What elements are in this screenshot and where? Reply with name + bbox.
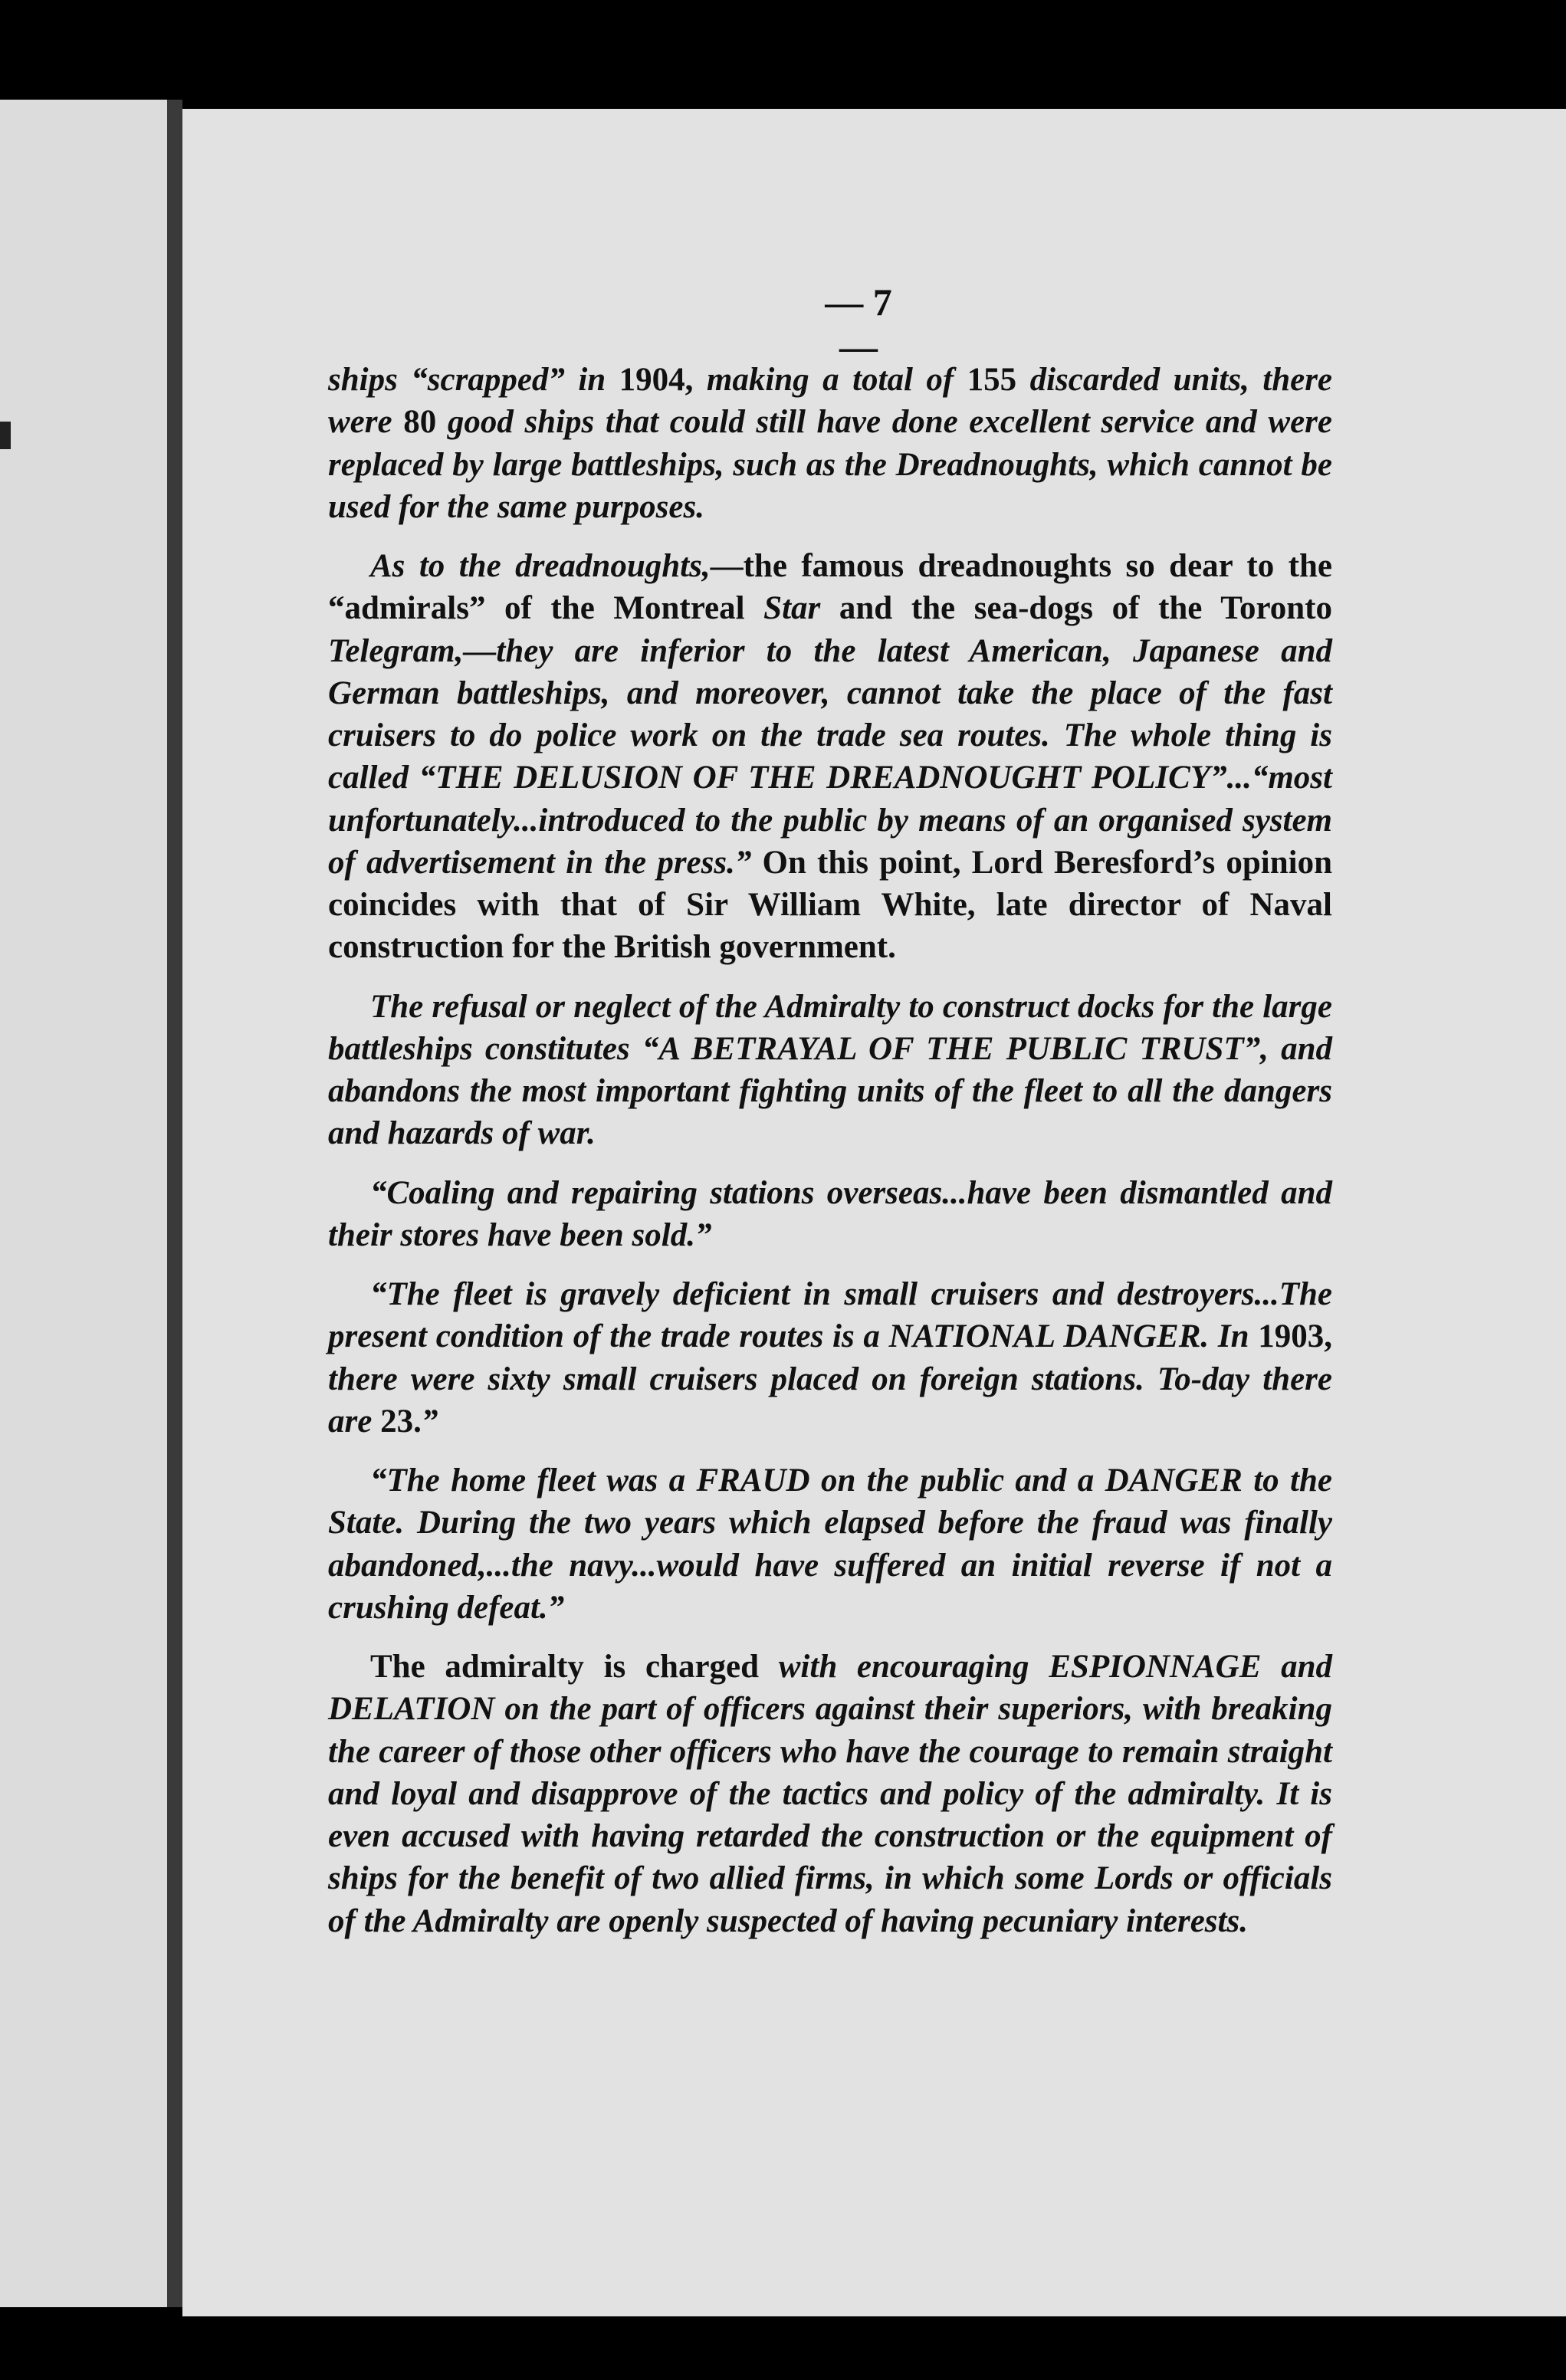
roman-run: The admiralty is charged bbox=[370, 1649, 779, 1685]
italic-run: ” bbox=[421, 1403, 438, 1439]
roman-run: On this point, Lord Beresford’s opinion coincides with that of Sir William White, late director of Naval construction for the British government. bbox=[328, 844, 1332, 966]
italic-run: making a total of bbox=[706, 362, 967, 398]
roman-run: and the sea-dogs of the Toronto bbox=[820, 590, 1332, 627]
paragraph bbox=[328, 1273, 1332, 1443]
roman-run: 1903, bbox=[1258, 1318, 1332, 1355]
roman-run: —the famous dreadnoughts so dear to the “admirals” of the Montreal bbox=[328, 548, 1332, 627]
page-number: — 7 — bbox=[825, 281, 892, 368]
body-text bbox=[328, 359, 1332, 1959]
binding-shadow bbox=[167, 100, 182, 2307]
italic-run: Telegram,—they are inferior to the latest American, Japanese and German battleships, and moreover, cannot take the place of the fast cruisers to do police work on the trade sea routes. The whole thing is called “THE DELUSION OF THE DREADNOUGHT POLICY”...“most unfortunately...introduced to the public by means of an organised system of advertisement in the press.” bbox=[328, 632, 1332, 881]
roman-run: 23. bbox=[380, 1403, 422, 1439]
paragraph bbox=[328, 1646, 1332, 1942]
italic-run: ships “scrapped” in bbox=[328, 362, 619, 398]
paragraph bbox=[328, 359, 1332, 528]
paragraph bbox=[328, 986, 1332, 1155]
italic-run: The refusal or neglect of the Admiralty to construct docks for the large battleships constitutes “A BETRAYAL OF THE PUBLIC TRUST”, and abandons the most important fighting units of the fleet to all the dangers and hazards of war. bbox=[328, 988, 1332, 1152]
italic-run: As to the dreadnoughts, bbox=[370, 548, 711, 584]
roman-run: 1904, bbox=[619, 362, 707, 398]
italic-run: “Coaling and repairing stations overseas...have been dismantled and their stores have been sold.” bbox=[328, 1174, 1332, 1253]
italic-run: there were sixty small cruisers placed on foreign stations. To-day there are bbox=[328, 1361, 1332, 1439]
paragraph bbox=[328, 1459, 1332, 1629]
roman-run: 155 bbox=[967, 362, 1030, 398]
facing-page-edge bbox=[0, 100, 167, 2307]
facing-page-mark bbox=[0, 422, 11, 449]
italic-run: Star bbox=[763, 590, 821, 627]
italic-run: “The fleet is gravely deficient in small cruisers and destroyers...The present condition of the trade routes is a NATIONAL DANGER. In bbox=[328, 1276, 1332, 1355]
italic-run: discarded units, there were bbox=[328, 362, 1333, 441]
paragraph bbox=[328, 1172, 1332, 1257]
italic-run: with encouraging ESPIONNAGE and DELATION on the part of officers against their superiors, with breaking the career of those other officers who have the courage to remain straight and loyal and disapprove of the tactics and policy of the admiralty. It is even accused with having retarded the construction or the equipment of ships for the benefit of two allied firms, in which some Lords or officials of the Admiralty are openly suspected of having pecuniary interests. bbox=[328, 1649, 1332, 1939]
italic-run: “The home fleet was a FRAUD on the public and a DANGER to the State. During the two years which elapsed before the fraud was finally abandoned,...the navy...would have suffered an initial reverse if not a crushing defeat.” bbox=[328, 1462, 1332, 1626]
paragraph bbox=[328, 545, 1332, 969]
roman-run: 80 bbox=[403, 404, 448, 441]
italic-run: good ships that could still have done excellent service and were replaced by large battleships, such as the Dreadnoughts, which cannot be used for the same purposes. bbox=[328, 404, 1333, 525]
